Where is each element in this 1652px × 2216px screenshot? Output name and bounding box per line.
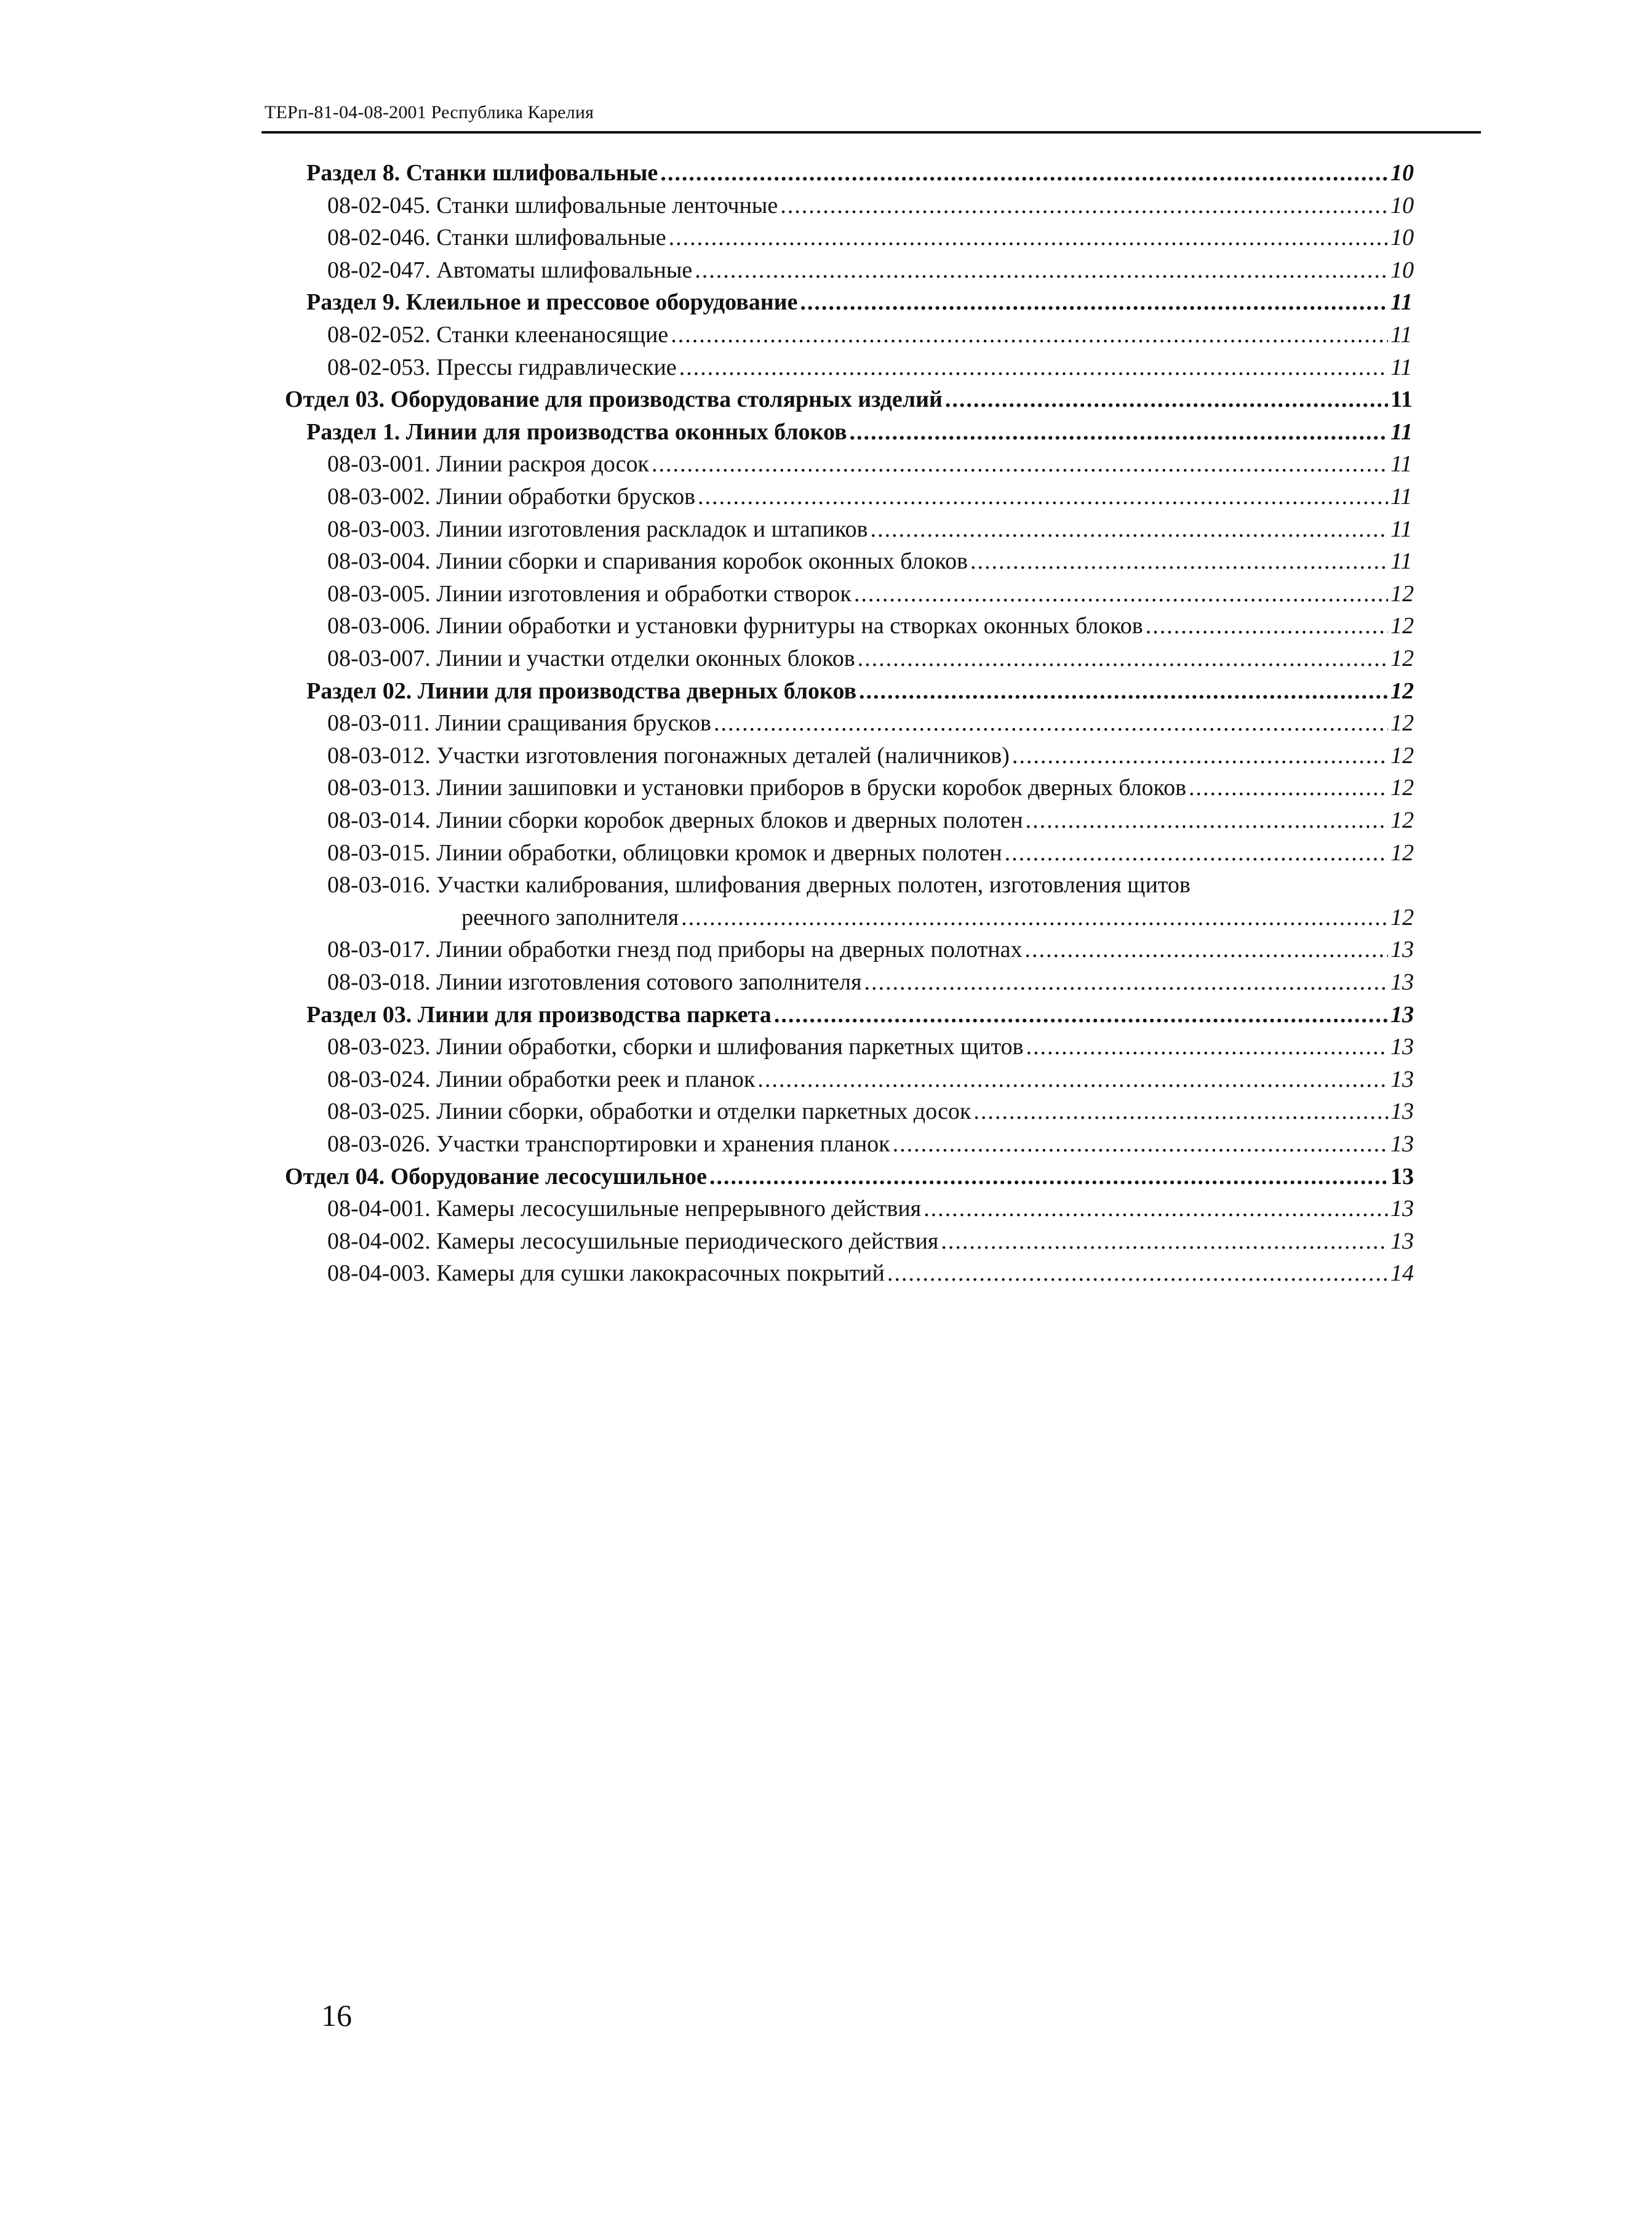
toc-entry-page: 12 <box>1391 775 1414 801</box>
toc-entry-title: 08-02-052. Станки клеенаносящие <box>327 322 669 348</box>
toc-entry-page: 13 <box>1391 937 1414 963</box>
dot-leader <box>1026 1031 1388 1063</box>
toc-entry-page: 13 <box>1391 1131 1414 1157</box>
toc-entry-page: 13 <box>1391 1196 1414 1222</box>
toc-entry[interactable] <box>327 481 1415 513</box>
toc-entry[interactable] <box>327 707 1415 739</box>
dot-leader <box>945 383 1388 415</box>
toc-entry-title: 08-03-023. Линии обработки, сборки и шлифования паркетных щитов <box>327 1034 1024 1060</box>
toc-entry-page: 12 <box>1391 646 1414 671</box>
toc-entry-page: 12 <box>1391 839 1414 866</box>
toc-entry-title: 08-03-001. Линии раскроя досок <box>327 451 649 478</box>
toc-entry-title: 08-02-045. Станки шлифовальные ленточные <box>327 192 778 218</box>
toc-section-entry[interactable] <box>306 286 1415 318</box>
dot-leader <box>864 966 1389 998</box>
dot-leader <box>669 222 1388 254</box>
dot-leader <box>757 1063 1388 1095</box>
toc-entry[interactable] <box>327 351 1415 383</box>
toc-entry-page: 12 <box>1391 742 1414 769</box>
toc-entry-title: 08-03-017. Линии обработки гнезд под приборы на дверных полотнах <box>327 937 1023 963</box>
toc-entry-page: 12 <box>1391 580 1414 607</box>
toc-entry-title: Отдел 03. Оборудование для производства столярных изделий <box>285 386 943 413</box>
toc-entry-page: 12 <box>1391 613 1414 639</box>
dot-leader <box>714 707 1388 739</box>
toc-entry-title: 08-03-014. Линии сборки коробок дверных блоков и дверных полотен <box>327 807 1023 833</box>
toc-section-entry[interactable] <box>306 999 1415 1031</box>
page-number: 16 <box>321 1998 352 2033</box>
toc-entry-page: 11 <box>1391 322 1413 348</box>
toc-entry[interactable] <box>327 642 1415 674</box>
toc-entry[interactable] <box>327 610 1415 642</box>
toc-entry[interactable] <box>327 1193 1415 1225</box>
toc-entry-title: 08-03-025. Линии сборки, обработки и отделки паркетных досок <box>327 1098 972 1125</box>
toc-entry-page: 13 <box>1391 1163 1414 1190</box>
toc-entry-page: 12 <box>1391 678 1414 704</box>
dot-leader <box>893 1128 1388 1160</box>
dot-leader <box>709 1161 1388 1193</box>
toc-entry[interactable] <box>327 545 1415 577</box>
dot-leader <box>1189 772 1388 804</box>
toc-entry-page: 10 <box>1391 257 1414 283</box>
dot-leader <box>800 286 1388 318</box>
toc-entry[interactable] <box>327 772 1415 804</box>
toc-entry-page: 11 <box>1391 484 1413 510</box>
dot-leader <box>780 190 1388 222</box>
toc-entry-title: 08-02-053. Прессы гидравлические <box>327 354 677 380</box>
toc-entry-title: 08-02-047. Автоматы шлифовальные <box>327 257 693 283</box>
dot-leader <box>1005 837 1388 869</box>
toc-entry-title: 08-03-002. Линии обработки брусков <box>327 484 696 510</box>
toc-entry-page: 13 <box>1391 1034 1414 1060</box>
toc-entry[interactable] <box>327 934 1415 966</box>
toc-entry[interactable] <box>327 578 1415 610</box>
header-rule <box>261 131 1481 134</box>
toc-entry[interactable] <box>327 222 1415 254</box>
dot-leader <box>870 513 1388 545</box>
dot-leader <box>887 1257 1388 1289</box>
dot-leader <box>774 999 1388 1031</box>
toc-entry-title: 08-03-004. Линии сборки и спаривания коробок оконных блоков <box>327 548 968 575</box>
toc-entry-continuation: реечного заполнителя <box>461 904 679 930</box>
toc-entry[interactable] <box>327 804 1415 836</box>
dot-leader <box>695 254 1388 286</box>
toc-entry-page: 14 <box>1391 1260 1414 1287</box>
toc-entry-title: Раздел 8. Станки шлифовальные <box>306 160 658 186</box>
dot-leader <box>1026 804 1388 836</box>
toc-entry[interactable] <box>327 966 1415 998</box>
dot-leader <box>1146 610 1388 642</box>
toc-entry-page: 12 <box>1391 807 1414 833</box>
toc-otdel-entry[interactable] <box>285 1161 1415 1193</box>
dot-leader <box>850 416 1388 448</box>
dot-leader <box>660 157 1388 189</box>
toc-entry-title: 08-03-005. Линии изготовления и обработки створок <box>327 580 852 607</box>
toc-entry-page: 13 <box>1391 1098 1414 1125</box>
toc-entry-title: 08-02-046. Станки шлифовальные <box>327 225 666 251</box>
toc-entry-title: 08-03-018. Линии изготовления сотового заполнителя <box>327 969 862 995</box>
toc-entry-title: 08-03-011. Линии сращивания брусков <box>327 710 711 737</box>
toc-entry-title: 08-04-002. Камеры лесосушильные периодического действия <box>327 1228 939 1254</box>
dot-leader <box>924 1193 1388 1225</box>
running-header: ТЕРп-81-04-08-2001 Республика Карелия <box>265 102 594 122</box>
toc-entry[interactable] <box>327 740 1415 772</box>
toc-entry-title: Раздел 1. Линии для производства оконных блоков <box>306 418 847 445</box>
toc-section-entry[interactable] <box>306 416 1415 448</box>
toc-entry-page: 13 <box>1391 1228 1414 1254</box>
toc-entry-title: 08-03-012. Участки изготовления погонажных деталей (наличников) <box>327 742 1010 769</box>
dot-leader <box>970 545 1388 577</box>
toc-section-entry[interactable] <box>306 157 1415 189</box>
toc-entry-title: 08-04-001. Камеры лесосушильные непрерывного действия <box>327 1196 922 1222</box>
toc-entry-title: 08-03-015. Линии обработки, облицовки кромок и дверных полотен <box>327 839 1002 866</box>
toc-entry-page: 10 <box>1391 192 1414 218</box>
dot-leader <box>854 578 1388 610</box>
toc-entry-page: 11 <box>1391 548 1413 575</box>
dot-leader <box>858 642 1388 674</box>
toc-entry[interactable] <box>327 1063 1415 1095</box>
toc-entry-page: 12 <box>1391 904 1414 930</box>
toc-entry-title: Раздел 02. Линии для производства дверных блоков <box>306 678 856 704</box>
toc-entry[interactable] <box>327 1225 1415 1257</box>
toc-entry-title: 08-03-003. Линии изготовления раскладок и штапиков <box>327 516 868 542</box>
toc-entry[interactable] <box>327 1257 1415 1289</box>
toc-entry-page: 11 <box>1391 451 1413 478</box>
toc-entry[interactable] <box>327 837 1415 869</box>
toc-otdel-entry[interactable] <box>285 383 1415 415</box>
dot-leader <box>671 319 1388 351</box>
toc-section-entry[interactable] <box>306 675 1415 707</box>
toc-entry-title: Раздел 9. Клеильное и прессовое оборудование <box>306 289 798 316</box>
toc-entry[interactable] <box>327 190 1415 222</box>
toc-entry-title: 08-03-007. Линии и участки отделки оконных блоков <box>327 646 855 671</box>
toc-entry[interactable] <box>327 319 1415 351</box>
toc-entry-page: 13 <box>1391 969 1414 995</box>
toc-entry-title: 08-03-006. Линии обработки и установки фурнитуры на створках оконных блоков <box>327 613 1143 639</box>
toc-entry-page: 11 <box>1391 354 1413 380</box>
toc-entry-title: 08-04-003. Камеры для сушки лакокрасочных покрытий <box>327 1260 885 1287</box>
dot-leader <box>679 351 1388 383</box>
toc-entry-page: 11 <box>1391 516 1413 542</box>
toc-entry-page: 10 <box>1391 160 1414 186</box>
toc-entry[interactable] <box>327 1095 1415 1127</box>
toc-entry-page: 11 <box>1391 418 1413 445</box>
toc-entry-page: 11 <box>1391 386 1413 413</box>
toc-entry[interactable] <box>327 1031 1415 1063</box>
dot-leader <box>698 481 1388 513</box>
toc-entry-title: Раздел 03. Линии для производства паркета <box>306 1001 772 1028</box>
toc-entry-page: 11 <box>1391 289 1413 316</box>
toc-entry-title: Отдел 04. Оборудование лесосушильное <box>285 1163 707 1190</box>
toc-entry-page: 13 <box>1391 1066 1414 1092</box>
dot-leader <box>859 675 1388 707</box>
toc-entry[interactable] <box>327 254 1415 286</box>
toc-entry-title: 08-03-026. Участки транспортировки и хранения планок <box>327 1131 890 1157</box>
dot-leader <box>941 1225 1388 1257</box>
dot-leader <box>973 1095 1388 1127</box>
toc-entry[interactable] <box>327 448 1415 480</box>
toc-entry[interactable] <box>327 1128 1415 1160</box>
toc-entry-page: 10 <box>1391 225 1414 251</box>
toc-entry-title: 08-03-013. Линии зашиповки и установки приборов в бруски коробок дверных блоков <box>327 775 1187 801</box>
dot-leader <box>1024 934 1388 966</box>
dot-leader <box>652 448 1388 480</box>
toc-entry-title: 08-03-024. Линии обработки реек и планок <box>327 1066 756 1092</box>
toc-entry[interactable] <box>327 513 1415 545</box>
toc-entry-page: 13 <box>1391 1001 1414 1028</box>
dot-leader <box>681 902 1388 934</box>
toc-entry[interactable] <box>461 902 1415 934</box>
toc-entry-title: 08-03-016. Участки калибрования, шлифования дверных полотен, изготовления щитов <box>327 872 1191 898</box>
dot-leader <box>1012 740 1388 772</box>
toc-entry-page: 12 <box>1391 710 1414 737</box>
